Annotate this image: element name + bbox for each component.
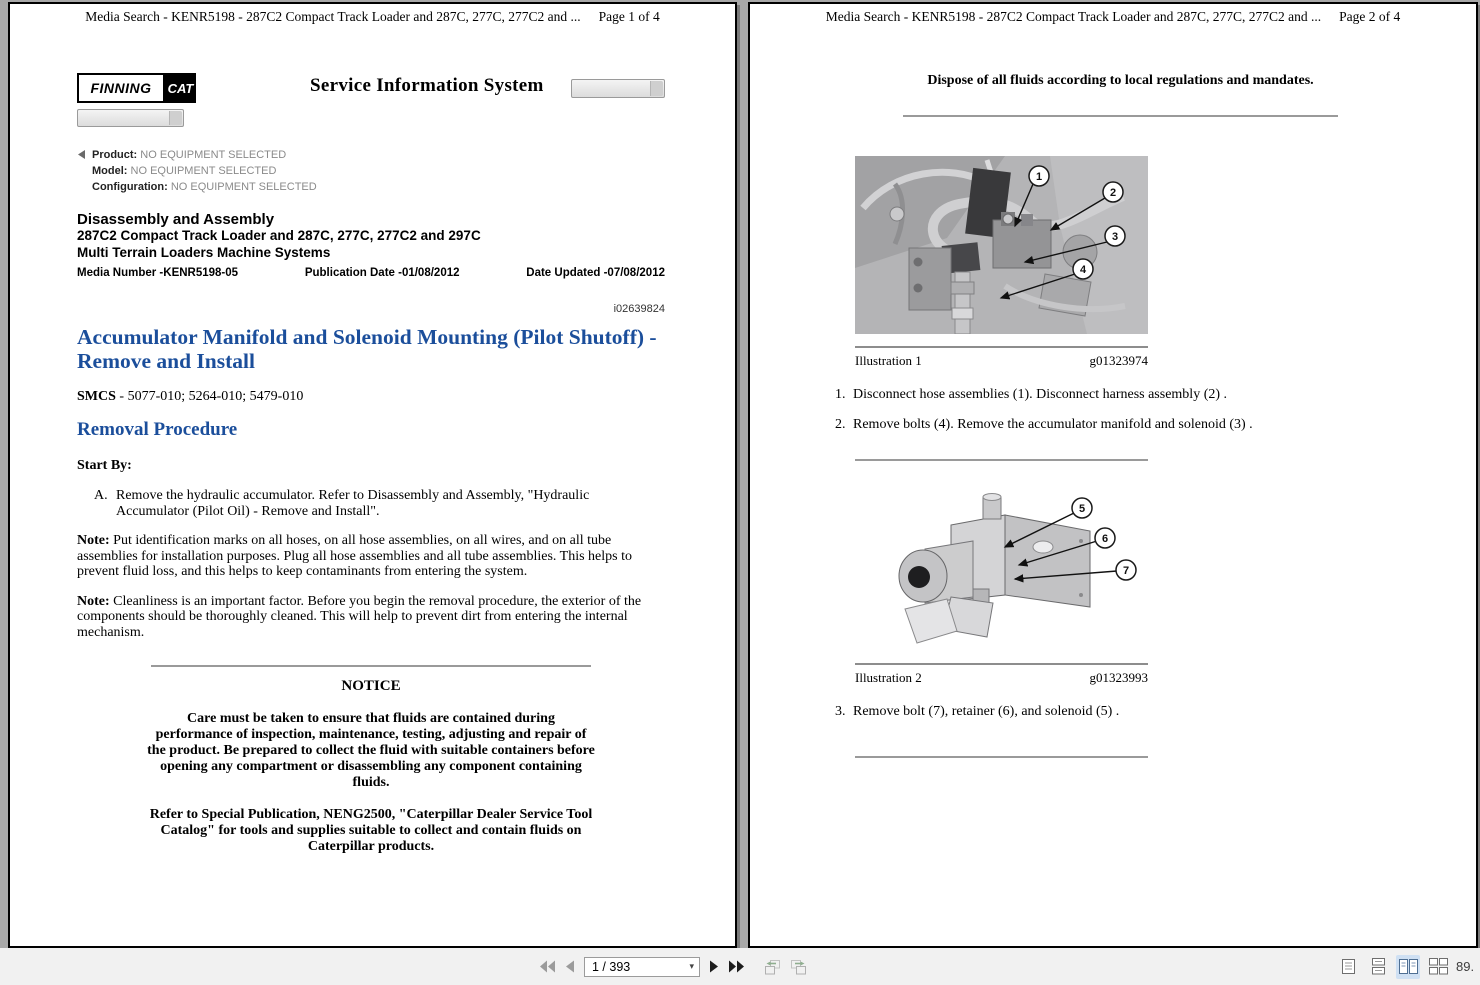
illustration-2-caption-rule [855,663,1148,665]
step-2-text: Remove bolts (4). Remove the accumulator manifold and solenoid (3) . [853,417,1253,432]
equipment-dropdown-left[interactable] [77,109,184,127]
step-a-text: Remove the hydraulic accumulator. Refer to Disassembly and Assembly, "Hydraulic Accumulator (Pilot Oil) - Remove and Install". [116,488,590,519]
illustration-1-image [855,156,1148,334]
illustration-1-figure-id: g01323974 [1089,353,1148,368]
equipment-dropdown-top[interactable] [571,79,665,98]
publication-date: Publication Date -01/08/2012 [304,267,460,279]
step-1-number: 1. [835,387,846,402]
first-page-button[interactable] [539,960,556,973]
notice-paragraph-2: Refer to Special Publication, NENG2500, "Caterpillar Dealer Service Tool Catalog" for tools and supplies suitable to collect and contain fluids on Caterpillar products. [149,807,593,854]
notice-divider [151,665,591,667]
note-2 [77,594,665,641]
note-1-text: Put identification marks on all hoses, on all hose assemblies, on all wires, and on all tube assemblies for installation purposes. Plug all hose assemblies and all tube assemblies. This helps to prevent fluid loss, and this helps to keep contaminants from entering the system. [77,533,632,579]
continuous-scroll-view-icon [1371,958,1386,975]
product-label: Product: [92,149,138,161]
page2-header-page-label: Page 2 of 4 [1339,9,1401,24]
section-divider [855,756,1148,758]
doc-category: Disassembly and Assembly [77,211,275,228]
notice-heading: NOTICE [341,678,401,694]
document-page-1 [8,2,737,948]
procedure-step-3 [835,704,1406,720]
model-label: Model: [92,165,128,177]
model-value: NO EQUIPMENT SELECTED [130,165,277,177]
page-number-value: 1 / 393 [592,959,631,974]
configuration-value: NO EQUIPMENT SELECTED [170,181,317,193]
svg-text:3: 3 [1111,231,1119,243]
illustration-2-callout-6 [1095,528,1115,548]
page-number-field[interactable] [584,957,700,977]
note-2-text: Cleanliness is an important factor. Before you begin the removal procedure, the exterior of the components should be thoroughly cleaned. This will help to prevent dirt from entering the internal mechanism. [77,593,642,640]
doc-systems-line: Multi Terrain Loaders Machine Systems [77,244,331,260]
notice-paragraph-1: Care must be taken to ensure that fluids are contained during performance of inspection, maintenance, testing, adjusting and repair of the product. Be prepared to collect the fluid with suitable containers before opening any compartment or disassembling any component containing fluids. [147,711,595,790]
step-2-number: 2. [835,417,846,432]
configuration-label: Configuration: [92,181,168,193]
procedure-step-2 [835,417,1406,433]
illustration-1-callout-4 [1073,259,1093,279]
finning-logo-text: FINNING [77,73,165,103]
svg-text:5: 5 [1078,503,1086,515]
page2-header-title: Media Search - KENR5198 - 287C2 Compact Track Loader and 287C, 277C, 277C2 and ... [825,9,1322,24]
doc-id: i02639824 [613,303,665,315]
illustration-2-image [855,491,1148,651]
next-page-icon [709,960,719,973]
smcs-line [77,389,665,405]
illustration-1-caption-row [855,353,1148,369]
dispose-fluids-line: Dispose of all fluids according to local regulations and mandates. [927,73,1314,88]
illustration-2-callout-7 [1116,560,1136,580]
illustration-1-callout-1 [1029,166,1049,186]
product-row [92,147,665,163]
svg-text:1: 1 [1035,171,1043,183]
doc-meta-row [77,267,665,279]
step-a-letter: A. [94,488,108,503]
illustration-2-callout-5 [1072,498,1092,518]
start-by-label: Start By: [77,458,132,473]
zoom-level-text[interactable]: 89. [1456,959,1475,974]
section-divider [855,459,1148,461]
configuration-row [92,179,665,195]
previous-view-icon [762,959,781,975]
first-page-icon [539,960,556,973]
smcs-codes: - 5077-010; 5264-010; 5479-010 [119,389,304,404]
product-value: NO EQUIPMENT SELECTED [140,149,287,161]
facing-pages-view-button[interactable] [1396,955,1420,979]
note-1 [77,533,665,580]
continuous-view-button[interactable] [1366,955,1390,979]
step-3-number: 3. [835,704,846,719]
page-dropdown-caret-icon[interactable]: ▾ [689,961,694,971]
cat-logo-text: CAT [165,73,196,103]
section-heading: Removal Procedure [77,419,238,440]
note-1-label: Note: [77,533,110,548]
finning-cat-logo [77,73,196,103]
continuous-facing-view-icon [1428,958,1449,975]
page1-header [10,9,735,25]
illustration-1-callout-3 [1105,226,1125,246]
product-info-block [79,147,665,195]
next-page-button[interactable] [709,960,719,973]
illustration-2-figure-id: g01323993 [1089,670,1148,685]
previous-page-button[interactable] [565,960,575,973]
svg-text:7: 7 [1122,565,1130,577]
viewer-toolbar [0,948,1480,985]
single-page-view-icon [1341,958,1356,975]
document-page-2 [748,2,1478,948]
page1-header-page-label: Page 1 of 4 [598,9,660,24]
service-information-system-title: Service Information System [310,75,544,96]
page1-header-title: Media Search - KENR5198 - 287C2 Compact Track Loader and 287C, 277C, 277C2 and ... [85,9,581,24]
model-row [92,163,665,179]
media-number: Media Number -KENR5198-05 [77,267,239,279]
svg-text:4: 4 [1079,264,1087,276]
doc-models-line: 287C2 Compact Track Loader and 287C, 277C, 277C2 and 297C [77,228,481,243]
illustration-1-caption: Illustration 1 [855,353,922,368]
date-updated: Date Updated -07/08/2012 [526,267,665,279]
smcs-label: SMCS [77,389,116,404]
start-by-step-a [94,488,665,519]
previous-view-button[interactable] [762,959,781,975]
step-1-text: Disconnect hose assemblies (1). Disconnect harness assembly (2) . [853,387,1228,402]
last-page-button[interactable] [728,960,745,973]
illustration-1-caption-rule [855,346,1148,348]
previous-page-icon [565,960,575,973]
illustration-2-caption-row [855,670,1148,686]
next-view-icon [790,959,809,975]
facing-pages-view-icon [1398,958,1419,975]
illustration-2-caption: Illustration 2 [855,670,922,685]
last-page-icon [728,960,745,973]
continuous-facing-view-button[interactable] [1426,955,1450,979]
illustration-1-callout-2 [1103,182,1123,202]
procedure-step-1 [835,387,1406,403]
collapse-arrow-icon[interactable] [77,150,86,159]
svg-text:2: 2 [1109,187,1117,199]
next-view-button[interactable] [790,959,809,975]
article-title: Accumulator Manifold and Solenoid Mounting (Pilot Shutoff) - Remove and Install [77,325,657,373]
note-2-label: Note: [77,593,110,609]
step-3-text: Remove bolt (7), retainer (6), and solenoid (5) . [853,704,1120,719]
section-divider [903,115,1338,117]
svg-text:6: 6 [1101,533,1109,545]
page2-header [750,9,1476,25]
single-page-view-button[interactable] [1336,955,1360,979]
